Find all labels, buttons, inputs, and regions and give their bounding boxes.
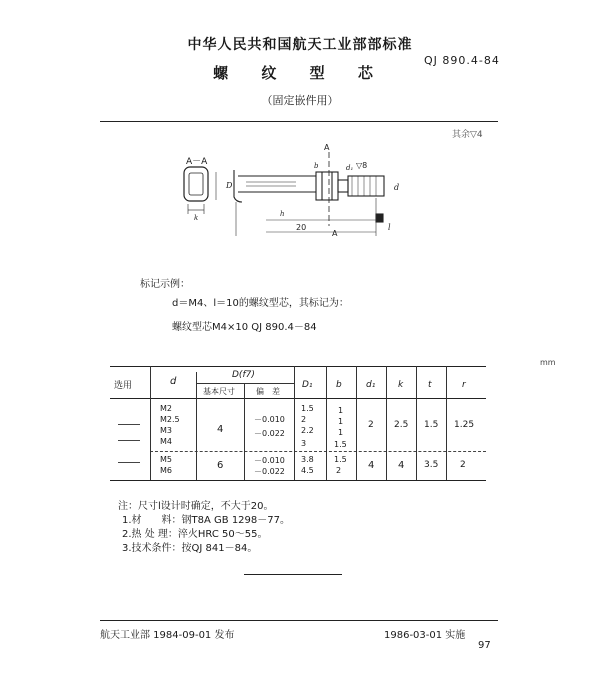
cell-b: 1 bbox=[338, 417, 344, 426]
table-col-divider bbox=[446, 366, 447, 480]
section-view bbox=[184, 167, 208, 214]
cell-D1: 2 bbox=[301, 415, 307, 424]
document-subtitle: （固定嵌件用） bbox=[261, 94, 339, 107]
label-D: D bbox=[226, 181, 233, 190]
label-h: h bbox=[280, 210, 285, 218]
table-col-divider bbox=[416, 366, 417, 480]
label-d: d bbox=[394, 183, 400, 192]
header-D-tolerance: 偏 差 bbox=[256, 387, 280, 396]
footer-issuer: 航天工业部 1984-09-01 发布 bbox=[100, 630, 235, 641]
header-rule bbox=[100, 121, 498, 122]
table-col-divider bbox=[326, 366, 327, 480]
header-k: k bbox=[398, 380, 404, 390]
label-A-top: A bbox=[324, 143, 330, 152]
select-mark[interactable] bbox=[118, 440, 140, 441]
surface-finish-note: 其余▽4 bbox=[452, 130, 483, 140]
cell-b: 1 bbox=[338, 406, 344, 415]
label-d1: d₁ bbox=[346, 164, 354, 172]
cell-d: M5 bbox=[160, 455, 172, 464]
table-col-divider bbox=[150, 366, 151, 480]
header-r: r bbox=[462, 380, 466, 390]
cell-r: 2 bbox=[460, 460, 466, 470]
cell-d1: 2 bbox=[368, 420, 374, 430]
note-material: 1.材 料：钢T8A GB 1298－77。 bbox=[122, 515, 290, 526]
label-b: b bbox=[314, 162, 319, 170]
cell-D1: 2.2 bbox=[301, 426, 314, 435]
cell-tol-upper: －0.010 bbox=[254, 456, 285, 465]
cell-d: M3 bbox=[160, 426, 172, 435]
cell-k: 2.5 bbox=[394, 420, 409, 430]
select-mark[interactable] bbox=[118, 462, 140, 463]
document-title: 螺 纹 型 芯 bbox=[213, 64, 387, 82]
cell-k: 4 bbox=[398, 460, 405, 471]
cell-d: M2.5 bbox=[160, 415, 180, 424]
cell-b: 1 bbox=[338, 428, 344, 437]
table-bottom-rule bbox=[110, 480, 486, 481]
cell-D: 6 bbox=[217, 460, 224, 471]
cell-d: M2 bbox=[160, 404, 172, 413]
cell-D1: 3 bbox=[301, 439, 307, 448]
end-rule bbox=[244, 574, 342, 575]
header-d: d bbox=[170, 376, 177, 387]
header-D-group: D(f7) bbox=[232, 370, 255, 380]
cell-d: M6 bbox=[160, 466, 172, 475]
standard-org-title: 中华人民共和国航天工业部部标准 bbox=[187, 37, 413, 53]
table-header-rule bbox=[110, 398, 486, 399]
header-select: 选用 bbox=[114, 381, 133, 391]
cell-D1: 4.5 bbox=[301, 466, 314, 475]
table-col-divider bbox=[386, 366, 387, 480]
note-heat-treatment: 2.热 处 理：淬火HRC 50～55。 bbox=[122, 529, 268, 540]
cell-b: 1.5 bbox=[334, 440, 347, 449]
table-unit: mm bbox=[540, 358, 556, 367]
cell-D: 4 bbox=[217, 424, 224, 435]
label-k: k bbox=[194, 214, 199, 222]
header-D-nominal: 基本尺寸 bbox=[203, 387, 235, 396]
cell-b: 1.5 bbox=[334, 455, 347, 464]
cell-D1: 1.5 bbox=[301, 404, 314, 413]
header-d1: d₁ bbox=[366, 380, 376, 390]
note-main: 注：尺寸l设计时确定，不大于20。 bbox=[118, 501, 274, 512]
footer-effective: 1986-03-01 实施 bbox=[384, 630, 466, 641]
label-roughness: ▽8 bbox=[356, 161, 368, 170]
table-subcol-divider bbox=[244, 383, 245, 480]
label-A-bottom: A bbox=[332, 229, 338, 238]
cell-tol-lower: －0.022 bbox=[254, 467, 285, 476]
cell-tol-upper: －0.010 bbox=[254, 415, 285, 424]
table-col-divider bbox=[196, 372, 197, 480]
note-tech-conditions: 3.技术条件：按QJ 841－84。 bbox=[122, 543, 258, 554]
marking-example-desc: d＝M4、l＝10的螺纹型芯，其标记为： bbox=[172, 298, 349, 309]
cell-d1: 4 bbox=[368, 460, 375, 471]
table-col-divider bbox=[294, 366, 295, 480]
cell-D1: 3.8 bbox=[301, 455, 314, 464]
table-col-divider bbox=[356, 366, 357, 480]
select-mark[interactable] bbox=[118, 424, 140, 425]
cell-t: 1.5 bbox=[424, 420, 439, 430]
table-group-divider bbox=[150, 451, 486, 452]
marking-example-code: 螺纹型芯M4×10 QJ 890.4－84 bbox=[172, 322, 317, 333]
cell-r: 1.25 bbox=[454, 420, 475, 430]
page-number: 97 bbox=[478, 640, 491, 651]
standard-number: QJ 890.4-84 bbox=[424, 54, 500, 67]
cell-t: 3.5 bbox=[424, 460, 439, 470]
header-t: t bbox=[428, 380, 432, 390]
table-top-rule bbox=[110, 366, 486, 367]
section-label: A－A bbox=[186, 157, 208, 167]
header-D1: D₁ bbox=[302, 380, 313, 390]
thread-core-drawing bbox=[176, 140, 416, 240]
marking-heading: 标记示例： bbox=[140, 279, 190, 290]
cell-tol-lower: －0.022 bbox=[254, 429, 285, 438]
cell-b: 2 bbox=[336, 466, 342, 475]
label-20: 20 bbox=[296, 223, 307, 232]
notes-block bbox=[118, 500, 290, 556]
footer-rule bbox=[100, 620, 498, 621]
table-subheader-rule bbox=[196, 383, 294, 384]
label-l: l bbox=[388, 223, 391, 232]
cell-d: M4 bbox=[160, 437, 172, 446]
header-b: b bbox=[336, 380, 342, 390]
core-body bbox=[234, 170, 384, 222]
